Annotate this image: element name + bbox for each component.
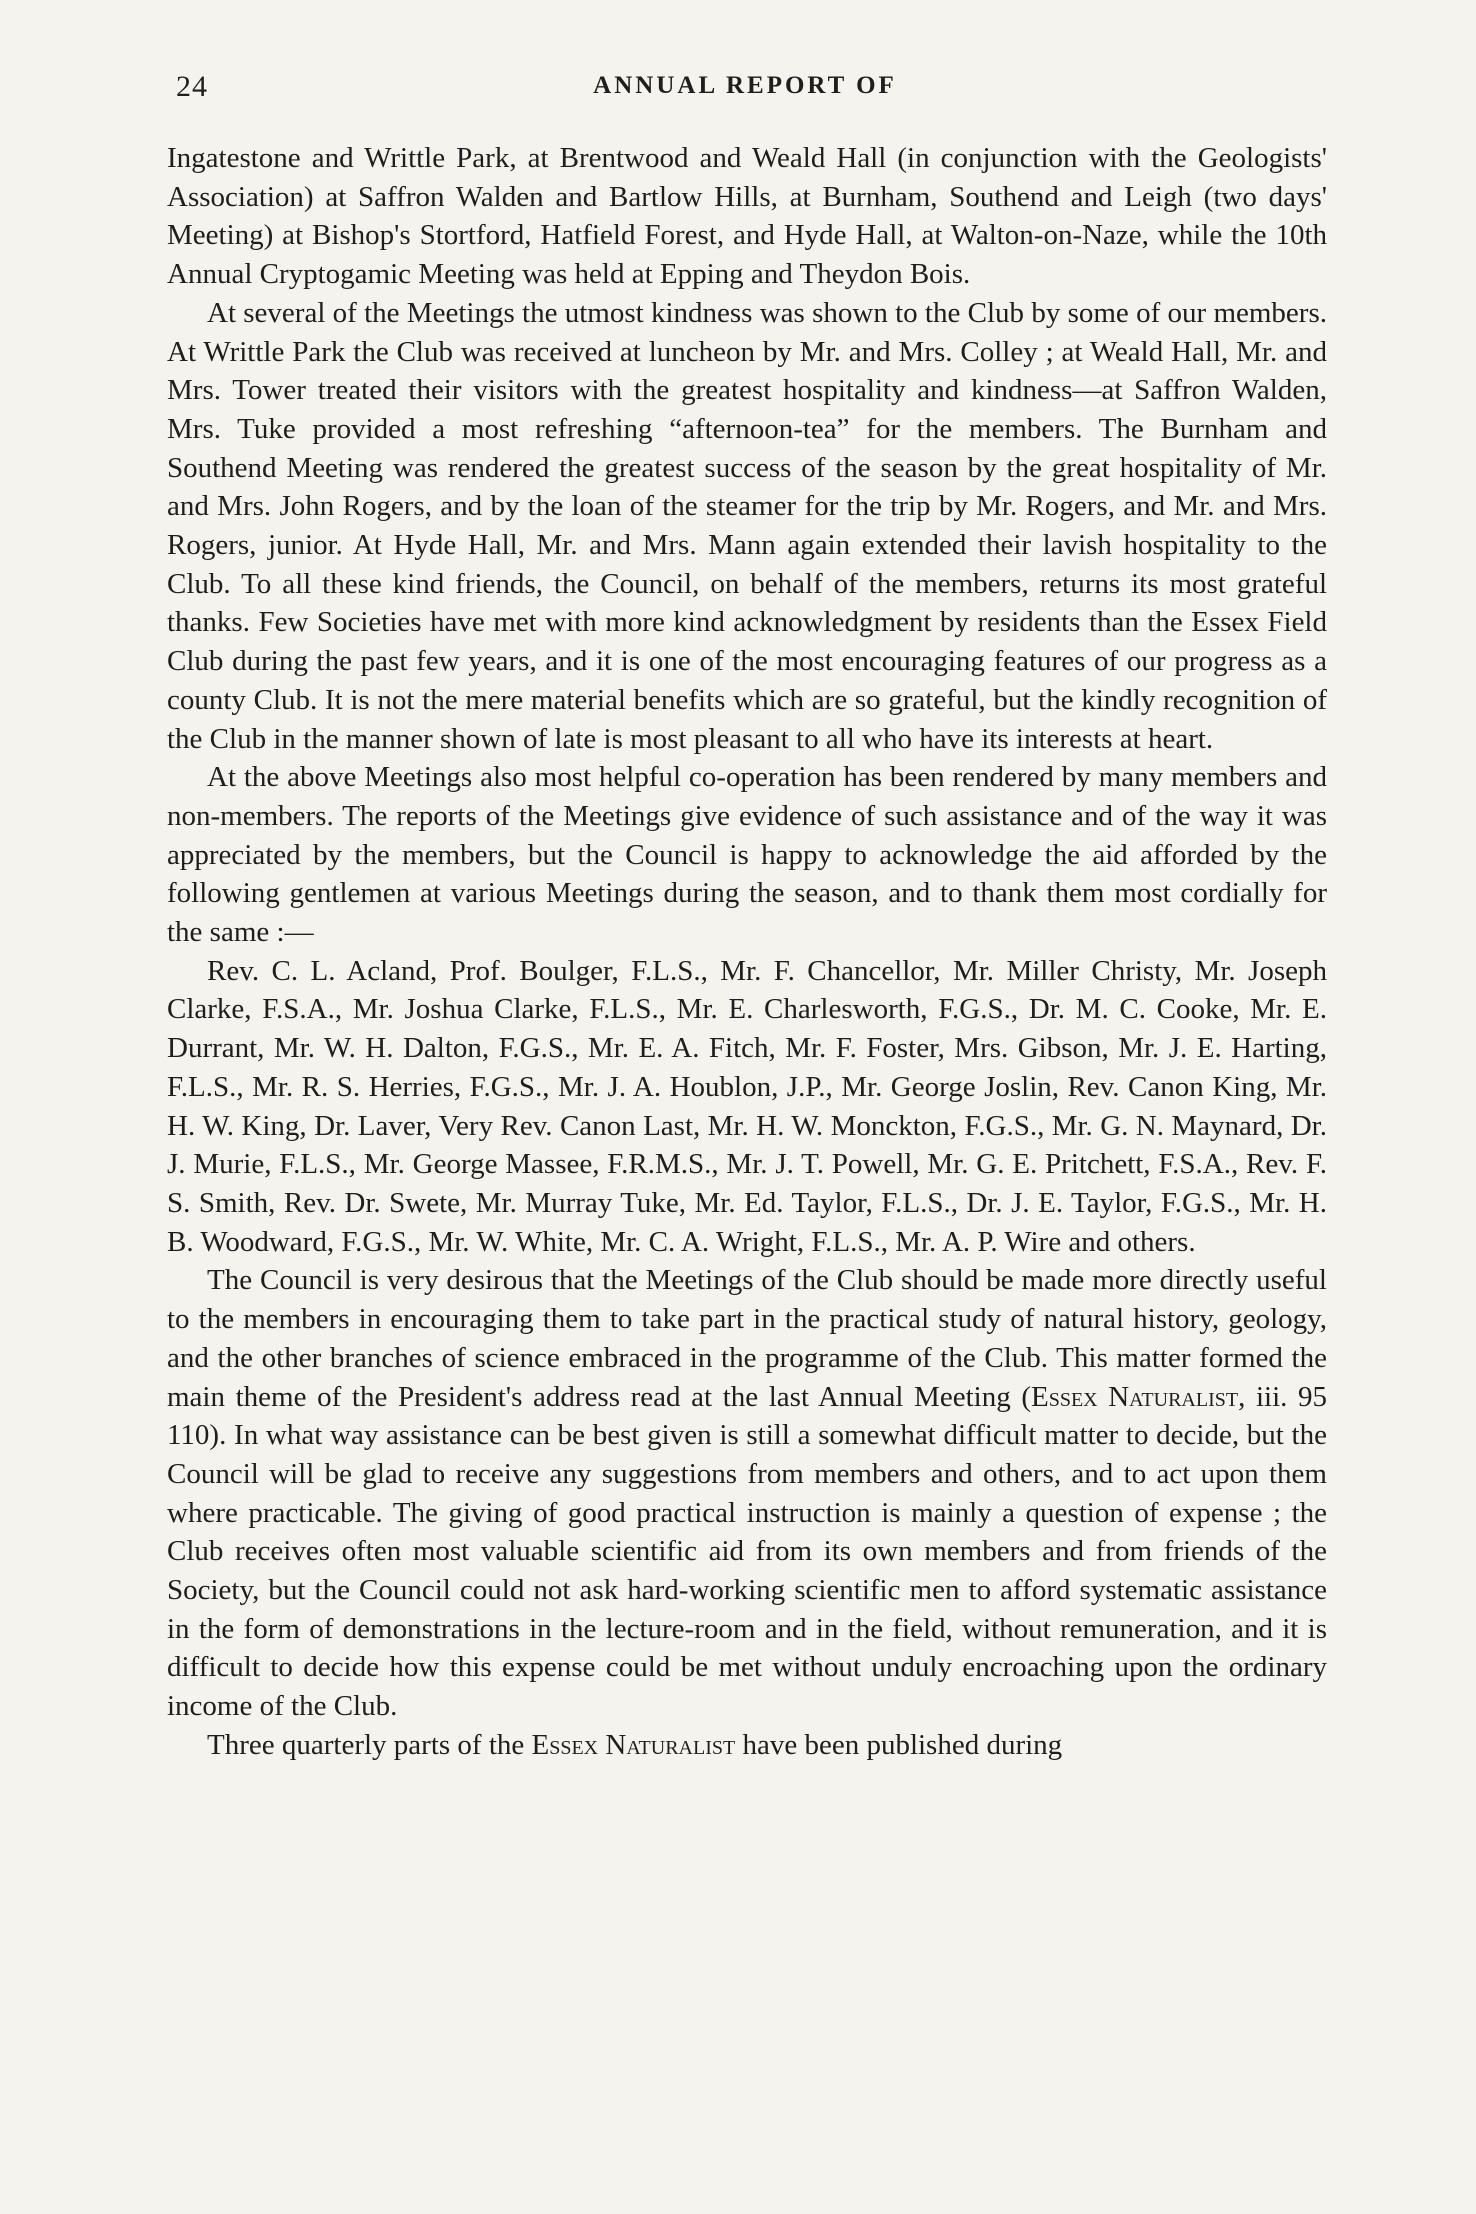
running-head [170,70,1320,110]
paragraph-quarterly-parts [167,1726,1327,1765]
paragraph-text: Three quarterly parts of the [207,1728,532,1761]
paragraph-meetings-list: Ingatestone and Writtle Park, at Brentwood and Weald Hall (in conjunction with the Geologists' Association) at Saffron Walden and Bartlow Hills, at Burnham, Southend and Leigh (two days' Meeting) at Bishop's Stortford, Hatfield Forest, and Hyde Hall, at Walton-on-Naze, while the 10th Annual Cryptogamic Meeting was held at Epping and Theydon Bois. [167,142,1327,291]
paragraph-co-operation: At the above Meetings also most helpful co-operation has been rendered by many members and non-members. The reports of the Meetings give evidence of such assistance and of the way it was appreciated by the members, but the Council is happy to acknowledge the aid afforded by the following gentlemen at various Meetings during the season, and to thank them most cordially for the same :— [167,761,1327,949]
journal-title: Essex Naturalist [531,1728,736,1761]
paragraph-acknowledged-names: Rev. C. L. Acland, Prof. Boulger, F.L.S., Mr. F. Chancellor, Mr. Miller Christy, Mr. Joseph Clarke, F.S.A., Mr. Joshua Clarke, F.L.S., Mr. E. Charlesworth, F.G.S., Dr. M. C. Cooke, Mr. E. Durrant, Mr. W. H. Dalton, F.G.S., Mr. E. A. Fitch, Mr. F. Foster, Mrs. Gibson, Mr. J. E. Harting, F.L.S., Mr. R. S. Herries, F.G.S., Mr. J. A. Houblon, J.P., Mr. George Joslin, Rev. Canon King, Mr. H. W. King, Dr. Laver, Very Rev. Canon Last, Mr. H. W. Monckton, F.G.S., Mr. G. N. Maynard, Dr. J. Murie, F.L.S., Mr. George Massee, F.R.M.S., Mr. J. T. Powell, Mr. G. E. Pritchett, F.S.A., Rev. F. S. Smith, Rev. Dr. Swete, Mr. Murray Tuke, Mr. Ed. Taylor, F.L.S., Dr. J. E. Taylor, F.G.S., Mr. H. B. Woodward, F.G.S., Mr. W. White, Mr. C. A. Wright, F.L.S., Mr. A. P. Wire and others. [167,954,1327,1258]
paragraph-text: The Council is very desirous that the Meetings of the Club should be made more directly useful to the members in encouraging them to take part in the practical study of natural history, geology, and the other branches of science embraced in the programme of the Club. This matter formed the main theme of the President's address read at the last Annual Meeting ( [167,1264,1327,1413]
header-title: ANNUAL REPORT OF [593,72,897,99]
paragraph-text: have been published during [735,1728,1063,1761]
journal-title: Essex Naturalist [1030,1380,1239,1413]
page-number: 24 [176,70,208,103]
body-text [167,139,1327,1765]
paragraph-council-desire [167,1261,1327,1725]
paragraph-hospitality: At several of the Meetings the utmost kindness was shown to the Club by some of our members. At Writtle Park the Club was received at luncheon by Mr. and Mrs. Colley ; at Weald Hall, Mr. and Mrs. Tower treated their visitors with the greatest hospitality and kindness—at Saffron Walden, Mrs. Tuke provided a most refreshing “afternoon-tea” for the members. The Burnham and Southend Meeting was rendered the greatest success of the season by the great hospitality of Mr. and Mrs. John Rogers, and by the loan of the steamer for the trip by Mr. Rogers, and Mr. and Mrs. Rogers, junior. At Hyde Hall, Mr. and Mrs. Mann again extended their lavish hospitality to the Club. To all these kind friends, the Council, on behalf of the members, returns its most grateful thanks. Few Societies have met with more kind acknowledgment by residents than the Essex Field Club during the past few years, and it is one of the most encouraging features of our progress as a county Club. It is not the mere material benefits which are so grateful, but the kindly recognition of the Club in the manner shown of late is most pleasant to all who have its interests at heart. [167,296,1327,755]
paragraph-text: , iii. 95 110). In what way assistance can be best given is still a somewhat difficult matter to decide, but the Council will be glad to receive any suggestions from members and others, and to act upon them where practicable. The giving of good practical instruction is mainly a question of expense ; the Club receives often most valuable scientific aid from its own members and from friends of the Society, but the Council could not ask hard-working scientific men to afford systematic assistance in the form of demonstrations in the lecture-room and in the field, without remuneration, and it is difficult to decide how this expense could be met without unduly encroaching upon the ordinary income of the Club. [167,1380,1328,1723]
